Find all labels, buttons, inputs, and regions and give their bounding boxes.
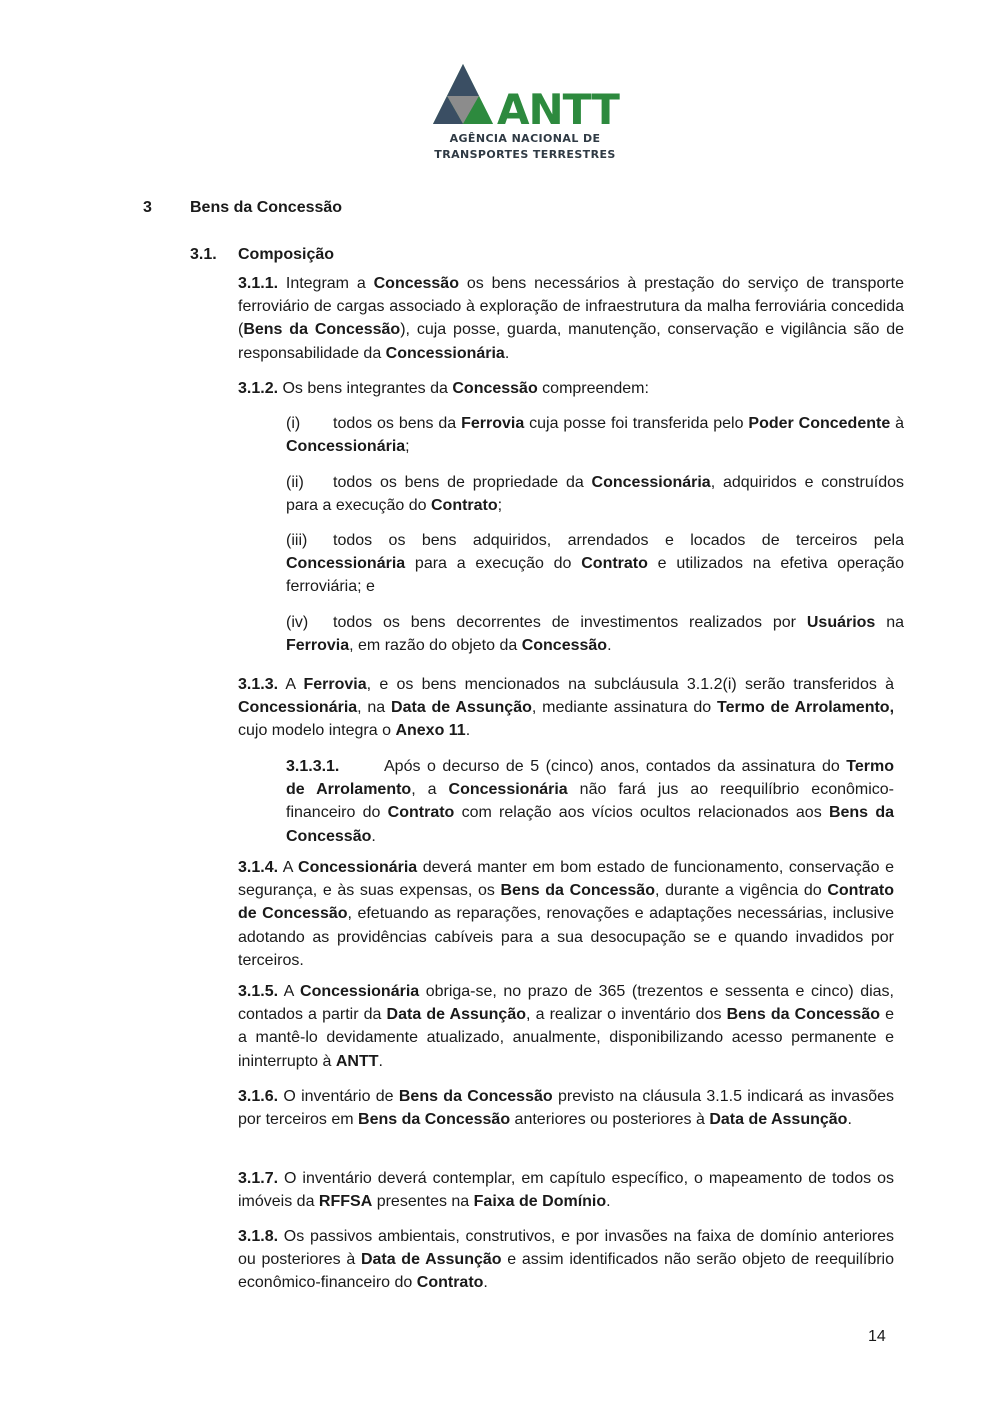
logo-line-2: TRANSPORTES TERRESTRES [434,148,616,161]
antt-logo-mark [425,62,625,132]
list-item-i: (i) todos os bens da Ferrovia cuja posse foi transferida pelo Poder Concedente à Concessionária; [286,415,905,456]
subsection-title: Composição [238,246,335,263]
clause-3-1-4: 3.1.4. A Concessionária deverá manter em bom estado de funcionamento, conservação e segurança, e às suas expensas, os Bens da Concessão, durante a vigência do Contrato de Concessão, efetuando as reparações, renovações e adaptações necessárias, inclusive adotando as providências cabíveis para a sua desocupação se e quando invadidos por terceiros. [238,859,895,969]
clause-3-1-7: 3.1.7. O inventário deverá contemplar, em capítulo específico, o mapeamento de todos os imóveis da RFFSA presentes na Faixa de Domínio. [238,1170,894,1211]
list-item-iv: (iv) todos os bens decorrentes de investimentos realizados por Usuários na Ferrovia, em razão do objeto da Concessão. [286,614,904,655]
antt-logo [425,62,625,162]
list-item-ii: (ii) todos os bens de propriedade da Concessionária, adquiridos e construídos para a execução do Contrato; [286,474,904,515]
section-number: 3 [143,199,152,216]
section-title: Bens da Concessão [190,199,343,216]
clause-3-1-1: 3.1.1. Integram a Concessão os bens necessários à prestação do serviço de transporte ferroviário de cargas associado à exploração de infraestrutura da malha ferroviária concedida (Bens da Concessão), cuja posse, guarda, manutenção, conservação e vigilância são de responsabilidade da Concessionária. [238,275,905,362]
list-item-iii: (iii) todos os bens adquiridos, arrendados e locados de terceiros pela Concessionária para a execução do Contrato e utilizados na efetiva operação ferroviária; e [286,532,905,596]
logo-line-1: AGÊNCIA NACIONAL DE [449,132,601,145]
page-number: 14 [868,1328,886,1345]
clause-3-1-3: 3.1.3. A Ferrovia, e os bens mencionados na subcláusula 3.1.2(i) serão transferidos à Concessionária, na Data de Assunção, mediante assinatura do Termo de Arrolamento, cujo modelo integra o Anexo 11. [238,676,895,740]
clause-3-1-5: 3.1.5. A Concessionária obriga-se, no prazo de 365 (trezentos e sessenta e cinco) dias, contados a partir da Data de Assunção, a realizar o inventário dos Bens da Concessão e a mantê-lo devidamente atualizado, anualmente, disponibilizando acesso permanente e ininterrupto à ANTT. [238,983,895,1070]
clause-3-1-6: 3.1.6. O inventário de Bens da Concessão previsto na cláusula 3.1.5 indicará as invasões por terceiros em Bens da Concessão anteriores ou posteriores à Data de Assunção. [238,1088,894,1129]
clause-3-1-2: 3.1.2. Os bens integrantes da Concessão compreendem: [238,380,649,397]
clause-3-1-8: 3.1.8. Os passivos ambientais, construtivos, e por invasões na faixa de domínio anteriores ou posteriores à Data de Assunção e assim identificados não serão objeto de reequilíbrio econômico-financeiro do Contrato. [238,1228,895,1292]
logo-word: ANTT [497,85,619,132]
clause-3-1-3-1: 3.1.3.1. Após o decurso de 5 (cinco) anos, contados da assinatura do Termo de Arrolamento, a Concessionária não fará jus ao reequilíbrio econômico-financeiro do Contrato com relação aos vícios ocultos relacionados aos Bens da Concessão. [286,758,895,845]
subsection-number: 3.1. [190,246,217,263]
